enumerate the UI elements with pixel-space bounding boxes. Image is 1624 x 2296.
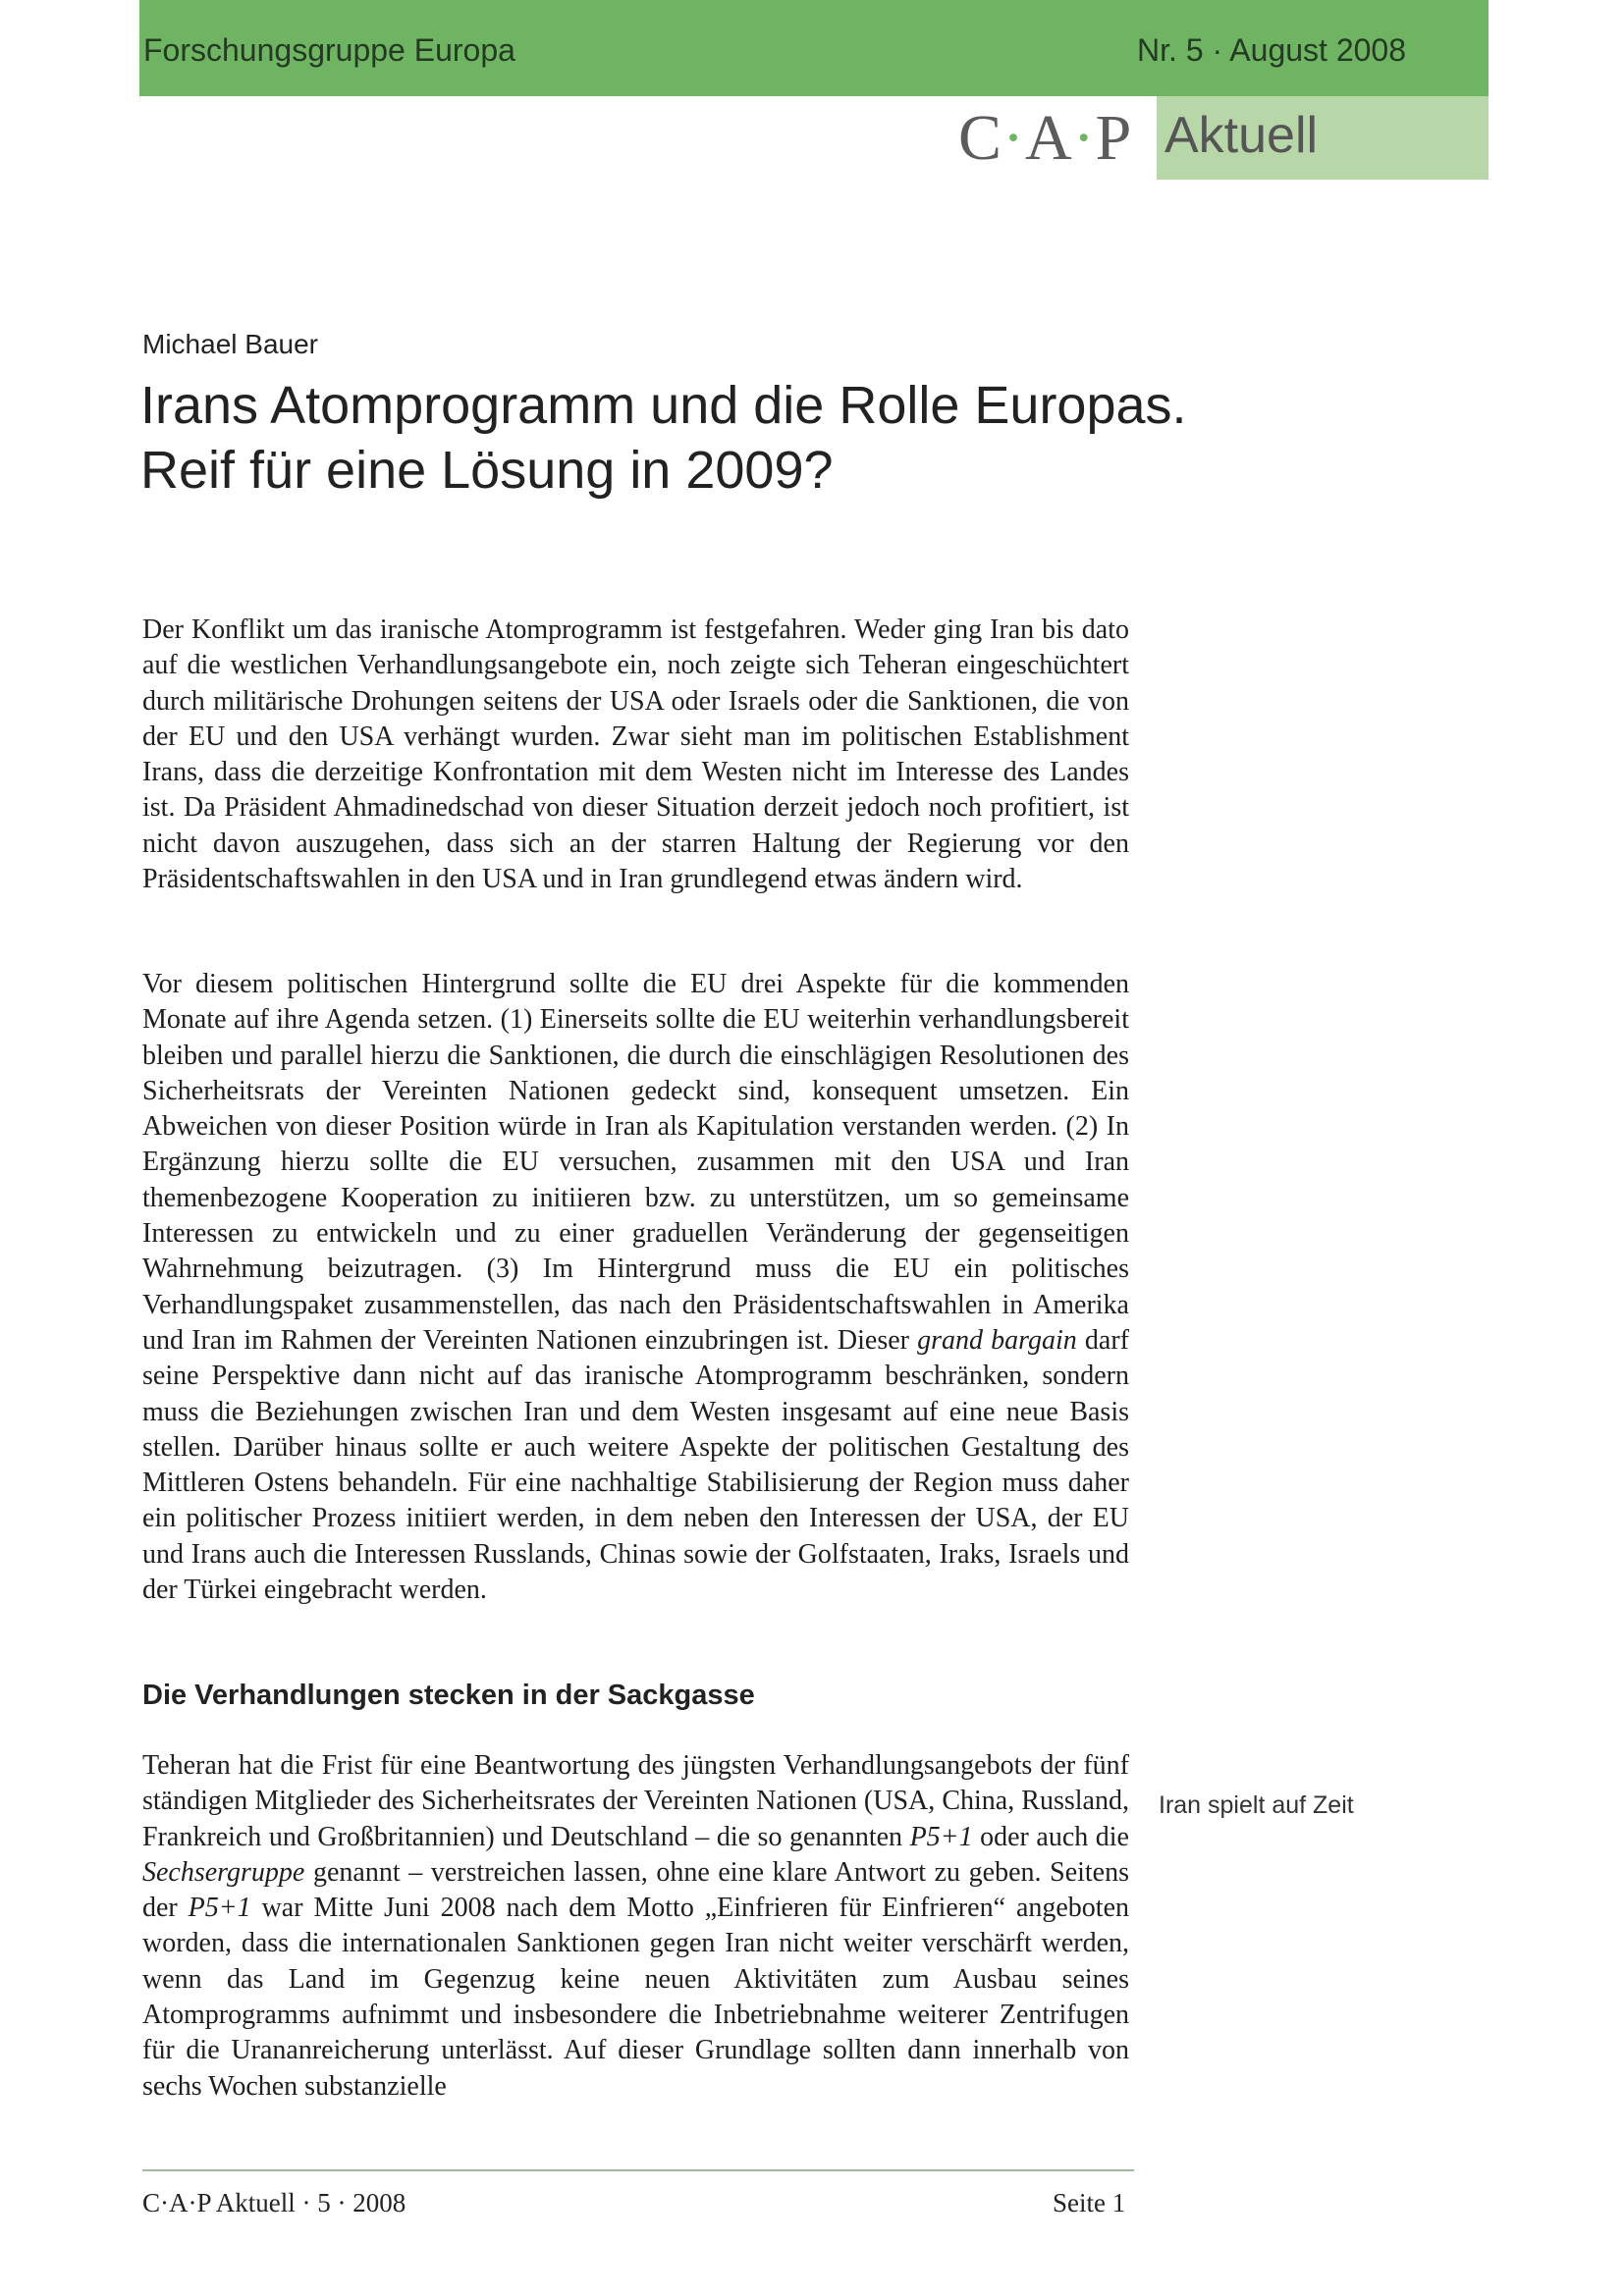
cap-logo: C·A·P [958,102,1133,174]
aktuell-label: Aktuell [1164,107,1319,164]
body-paragraph-1: Der Konflikt um das iranische Atomprogramm ist festgefahren. Weder ging Iran bis dato auf die westlichen Verhandlungsangebote ein, noch zeigte sich Teheran eingeschüchtert durch militärische Drohungen seitens der USA oder Israels oder die Sanktionen, die von der EU und den USA verhängt wurden. Zwar sieht man im politischen Establishment Irans, dass die derzeitige Konfrontation mit dem Westen nicht im Interesse des Landes ist. Da Präsident Ahmadinedschad von dieser Situation derzeit jedoch noch profitiert, ist nicht davon auszugehen, dass sich an der starren Haltung der Regierung vor den Präsidentschaftswahlen in den USA und in Iran grundlegend etwas ändern wird. [142,614,1129,895]
margin-note: Iran spielt auf Zeit [1159,1791,1354,1819]
aktuell-badge [1157,96,1489,180]
author-name: Michael Bauer [142,329,318,359]
article-title [140,373,1319,503]
footer-divider [142,2169,1134,2171]
title-line-2: Reif für eine Lösung in 2009? [140,441,834,500]
section-heading: Die Verhandlungen stecken in der Sackgasse [142,1680,755,1711]
body-paragraph-2: Vor diesem politischen Hintergrund sollte die EU drei Aspekte für die kommenden Monate auf ihre Agenda setzen. (1) Einerseits sollte die EU weiterhin verhandlungsbereit bleiben und parallel hierzu die Sanktionen, die durch die einschlägigen Resolutionen des Sicherheitsrats der Vereinten Nationen gedeckt sind, konsequent umsetzen. Ein Abweichen von dieser Position würde in Iran als Kapitulation verstanden werden. (2) In Ergänzung hierzu sollte die EU versuchen, zusammen mit den USA und Iran themenbezogene Kooperation zu initiieren bzw. zu unterstützen, um so gemeinsame Interessen zu entwickeln und zu einer graduellen Veränderung der gegenseitigen Wahrnehmung beizutragen. (3) Im Hintergrund muss die EU ein politisches Verhandlungspaket zusammenstellen, das nach den Präsidentschaftswahlen in Amerika und Iran im Rahmen der Vereinten Nationen einzubringen ist. Dieser grand bargain darf seine Perspektive dann nicht auf das iranische Atomprogramm beschränken, sondern muss die Beziehungen zwischen Iran und dem Westen insgesamt auf eine neue Basis stellen. Darüber hinaus sollte er auch weitere Aspekte der politischen Gestaltung des Mittleren Ostens behandeln. Für eine nachhaltige Stabilisierung der Region muss daher ein politischer Prozess initiiert werden, in dem neben den Interessen der USA, der EU und Irans auch die Interessen Russlands, Chinas sowie der Golfstaaten, Iraks, Israels und der Türkei eingebracht werden. [142,969,1129,1606]
footer-publication: C·A·P Aktuell · 5 · 2008 [142,2188,406,2217]
title-line-1: Irans Atomprogramm und die Rolle Europas. [140,376,1187,435]
page-number: Seite 1 [1053,2188,1126,2217]
header-bar [139,0,1489,96]
issue-number: Nr. 5 · August 2008 [1137,32,1406,68]
body-paragraph-3: Teheran hat die Frist für eine Beantwortung des jüngsten Verhandlungsangebots der fünf ständigen Mitglieder des Sicherheitsrates der Vereinten Nationen (USA, China, Russland, Frankreich und Großbritannien) und Deutschland – die so genannten P5+1 oder auch die Sechsergruppe genannt – verstreichen lassen, ohne eine klare Antwort zu geben. Seitens der P5+1 war Mitte Juni 2008 nach dem Motto „Einfrieren für Einfrieren“ angeboten worden, dass die internationalen Sanktionen gegen Iran nicht weiter verschärft werden, wenn das Land im Gegenzug keine neuen Aktivitäten zum Ausbau seines Atomprogramms aufnimmt und insbesondere die Inbetriebnahme weiterer Zentrifugen für die Urananreicherung unterlässt. Auf dieser Grundlage sollten dann innerhalb von sechs Wochen substanzielle [142,1750,1130,2102]
series-name: Forschungsgruppe Europa [143,32,515,68]
